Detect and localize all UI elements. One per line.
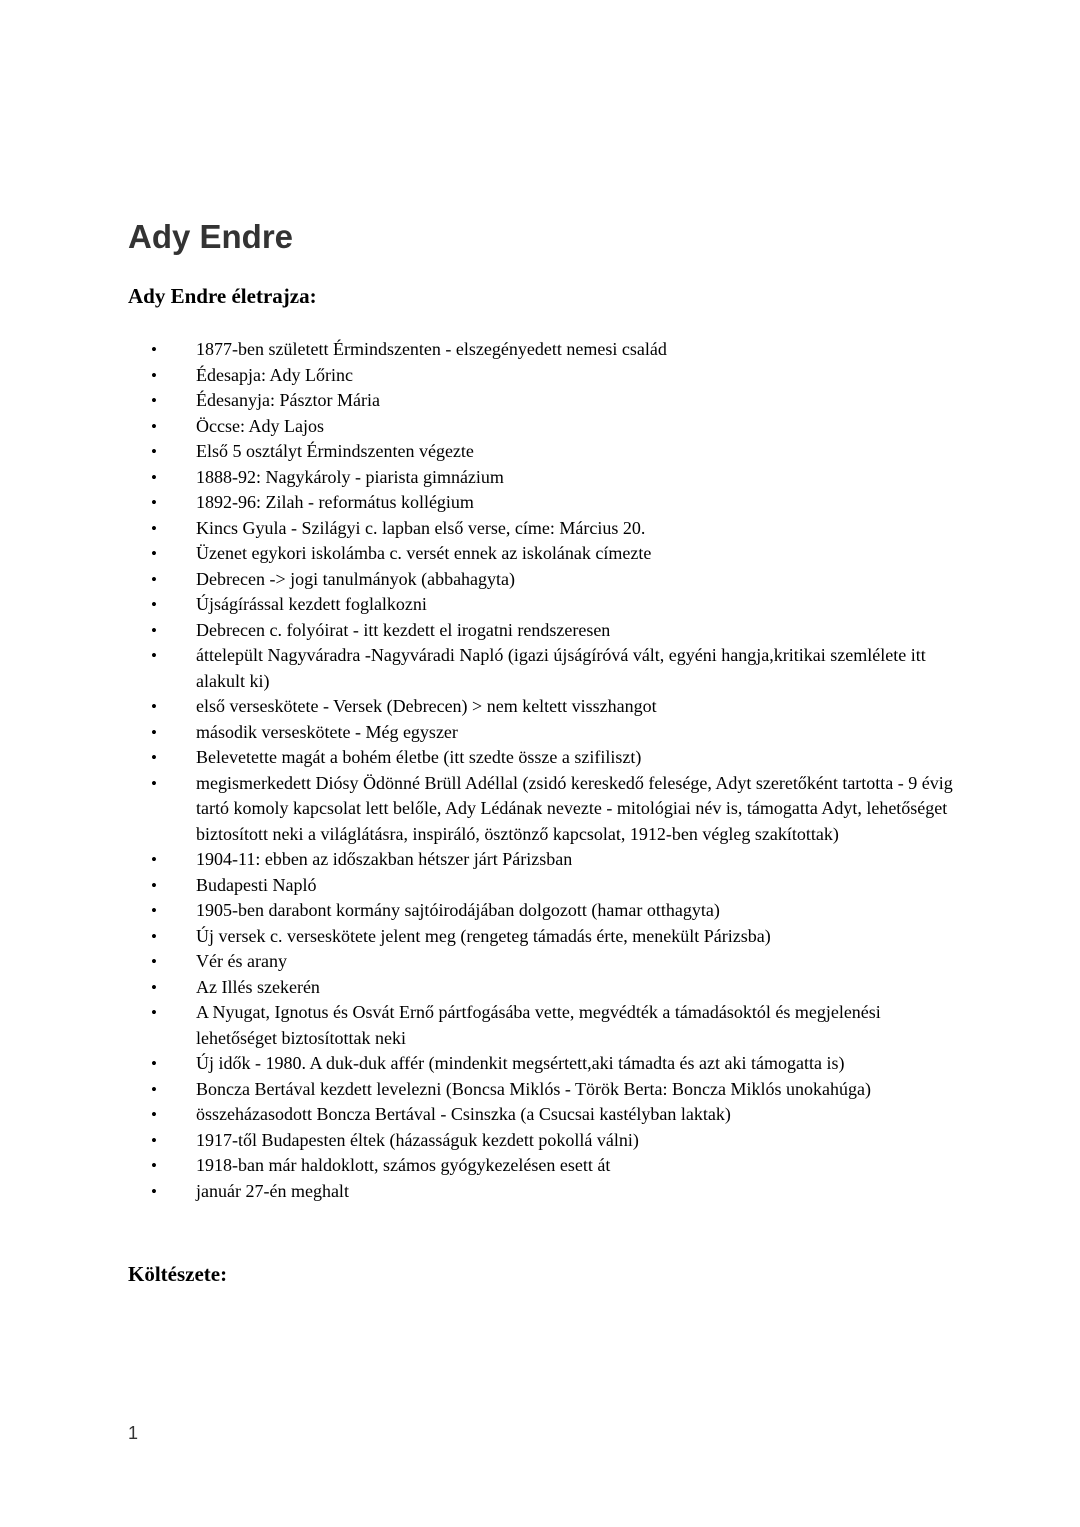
list-item: [128, 1128, 956, 1154]
bullet-text: 1877-ben született Érmindszenten - elszegényedett nemesi család: [196, 339, 667, 359]
list-item: [128, 592, 956, 618]
bullet-icon: •: [151, 467, 157, 487]
bullet-text: Első 5 osztályt Érmindszenten végezte: [196, 441, 474, 461]
list-item: [128, 1102, 956, 1128]
bullet-icon: •: [151, 442, 157, 461]
bullet-text: január 27-én meghalt: [196, 1180, 349, 1201]
bullet-icon: •: [151, 493, 157, 512]
bullet-icon: •: [151, 697, 157, 716]
bullet-text: Üzenet egykori iskolámba c. versét ennek az iskolának címezte: [196, 543, 652, 563]
bullet-text: első verseskötete - Versek (Debrecen) > nem keltett visszhangot: [196, 696, 657, 716]
list-item: [128, 516, 956, 542]
list-item: [128, 720, 956, 746]
bullet-icon: •: [151, 926, 157, 946]
bullet-icon: •: [151, 595, 157, 614]
bullet-icon: •: [151, 722, 157, 742]
bullet-text: Új idők - 1980. A duk-duk affér (mindenkit megsértett,aki támadta és azt aki támogatta is): [196, 1053, 845, 1073]
bullet-text: Debrecen -> jogi tanulmányok (abbahagyta): [196, 568, 516, 589]
bullet-text: Új versek c. verseskötete jelent meg (rengeteg támadás érte, menekült Párizsba): [196, 925, 771, 946]
bullet-icon: •: [151, 340, 157, 359]
bullet-icon: •: [151, 1130, 157, 1150]
bullet-icon: •: [151, 391, 157, 410]
list-item: [128, 873, 956, 899]
bullet-text: Vér és arany: [196, 951, 287, 971]
list-item: [128, 975, 956, 1001]
bullet-icon: •: [151, 850, 157, 869]
list-item: [128, 567, 956, 593]
bullet-text: Boncza Bertával kezdett levelezni (Boncsa Miklós - Török Berta: Boncza Miklós unokahúga): [196, 1078, 871, 1099]
bullet-icon: •: [151, 1181, 157, 1201]
bullet-text: 1918-ban már haldoklott, számos gyógykezelésen esett át: [196, 1155, 611, 1175]
list-item: [128, 465, 956, 491]
bullet-text: 1892-96: Zilah - református kollégium: [196, 492, 474, 512]
bullet-text: Öccse: Ady Lajos: [196, 415, 324, 436]
list-item: [128, 1077, 956, 1103]
bullet-text: második verseskötete - Még egyszer: [196, 721, 458, 742]
bullet-text: Kincs Gyula - Szilágyi c. lapban első verse, címe: Március 20.: [196, 517, 646, 538]
bullet-text: 1904-11: ebben az időszakban hétszer járt Párizsban: [196, 849, 573, 869]
bullet-icon: •: [151, 416, 157, 436]
list-item: [128, 618, 956, 644]
list-item: [128, 388, 956, 414]
list-item: [128, 414, 956, 440]
list-item: [128, 1051, 956, 1077]
list-item: [128, 847, 956, 873]
biography-list: [128, 337, 956, 1204]
list-item: [128, 771, 956, 848]
list-item: [128, 1179, 956, 1205]
list-item: [128, 1153, 956, 1179]
poetry-heading: Költészete:: [128, 1262, 228, 1286]
list-item: [128, 439, 956, 465]
bullet-text: Újságírással kezdett foglalkozni: [196, 594, 427, 614]
list-item: [128, 898, 956, 924]
bullet-text: A Nyugat, Ignotus és Osvát Ernő pártfogásába vette, megvédték a támadásoktól és megjelenési lehetőséget biztosítottak neki: [196, 1002, 881, 1048]
bullet-icon: •: [151, 977, 157, 997]
bullet-icon: •: [151, 1003, 157, 1022]
list-item: [128, 337, 956, 363]
bullet-text: 1905-ben darabont kormány sajtóirodájában dolgozott (hamar otthagyta): [196, 900, 720, 920]
bullet-text: Az Illés szekerén: [196, 976, 320, 997]
page-number: 1: [128, 1423, 139, 1443]
bullet-icon: •: [151, 952, 157, 971]
bullet-icon: •: [151, 1054, 157, 1073]
list-item: [128, 949, 956, 975]
bullet-icon: •: [151, 773, 157, 793]
bullet-text: 1917-től Budapesten éltek (házasságuk kezdett pokollá válni): [196, 1129, 639, 1150]
bullet-icon: •: [151, 646, 157, 665]
list-item: [128, 643, 956, 694]
bullet-text: 1888-92: Nagykároly - piarista gimnázium: [196, 466, 504, 487]
bullet-text: megismerkedett Diósy Ödönné Brüll Adéllal (zsidó kereskedő felesége, Adyt szeretőként tartotta - 9 évig tartó komoly kapcsolat lett belőle, Ady Lédának nevezte - mitológiai név is, támogatta Adyt, lehetőséget biztosított neki a világlátásra, inspiráló, ösztönző kapcsolat, 1912-ben végleg szakítottak): [196, 772, 953, 844]
bullet-icon: •: [151, 901, 157, 920]
list-item: [128, 490, 956, 516]
bullet-text: Debrecen c. folyóirat - itt kezdett el irogatni rendszeresen: [196, 619, 611, 640]
bullet-icon: •: [151, 544, 157, 563]
biography-heading: Ady Endre életrajza:: [128, 284, 317, 308]
bullet-text: Édesanyja: Pásztor Mária: [196, 390, 380, 410]
document-title: Ady Endre: [128, 218, 294, 255]
bullet-text: Budapesti Napló: [196, 874, 317, 895]
bullet-icon: •: [151, 875, 157, 895]
page-content: [128, 220, 960, 1286]
bullet-text: Édesapja: Ady Lőrinc: [196, 364, 353, 385]
list-item: [128, 541, 956, 567]
bullet-icon: •: [151, 1156, 157, 1175]
list-item: [128, 363, 956, 389]
bullet-text: Belevetette magát a bohém életbe (itt szedte össze a szifiliszt): [196, 747, 642, 767]
bullet-icon: •: [151, 365, 157, 385]
list-item: [128, 694, 956, 720]
bullet-text: összeházasodott Boncza Bertával - Csinszka (a Csucsai kastélyban laktak): [196, 1104, 731, 1124]
bullet-text: áttelepült Nagyváradra -Nagyváradi Napló (igazi újságíróvá vált, egyéni hangja,kritikai szemlélete itt alakult ki): [196, 645, 926, 691]
bullet-icon: •: [151, 1105, 157, 1124]
bullet-icon: •: [151, 518, 157, 538]
bullet-icon: •: [151, 569, 157, 589]
list-item: [128, 745, 956, 771]
bullet-icon: •: [151, 748, 157, 767]
bullet-icon: •: [151, 620, 157, 640]
list-item: [128, 924, 956, 950]
list-item: [128, 1000, 956, 1051]
bullet-icon: •: [151, 1079, 157, 1099]
